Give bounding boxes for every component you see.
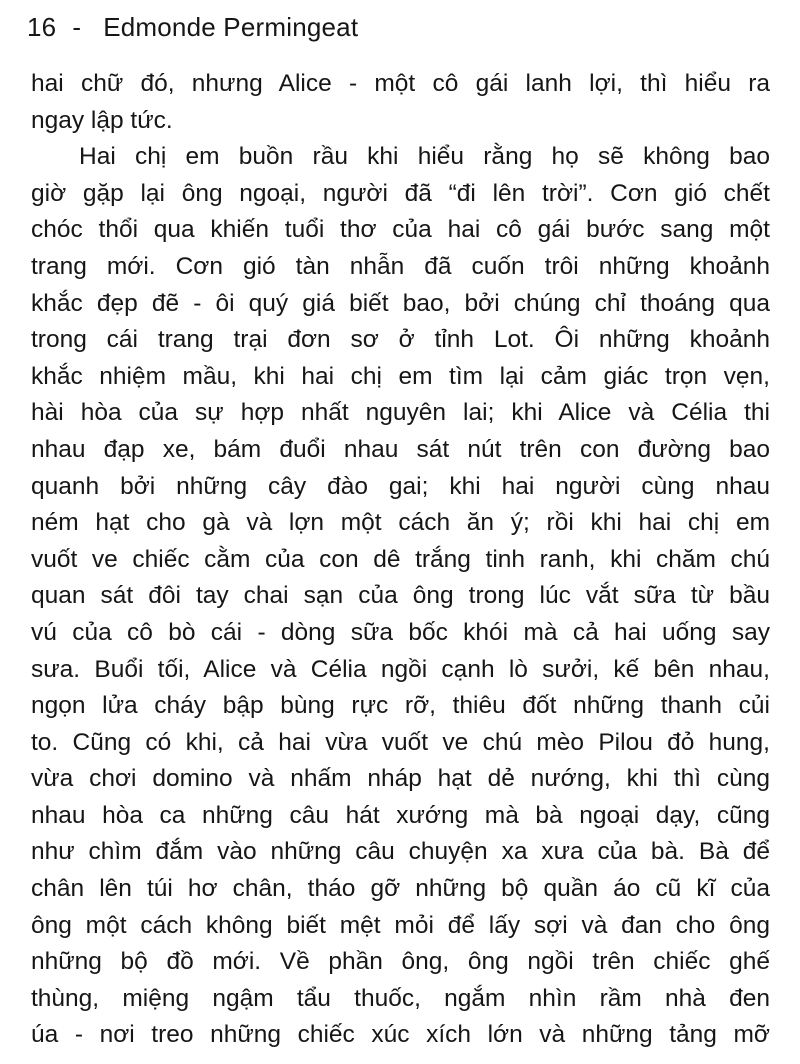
text-line: như chìm đắm vào những câu chuyện xa xưa của bà. Bà để bbox=[31, 838, 770, 866]
text-line: úa - nơi treo những chiếc xúc xích lớn và những tảng mỡ bbox=[31, 1021, 770, 1049]
text-line: nhau hòa ca những câu hát xướng mà bà ngoại dạy, cũng bbox=[31, 801, 770, 829]
text-line: chân lên túi hơ chân, tháo gỡ những bộ quần áo cũ kĩ của bbox=[31, 875, 770, 903]
text-line: chóc thổi qua khiến tuổi thơ của hai cô gái bước sang một bbox=[31, 216, 770, 244]
text-line: ông một cách không biết mệt mỏi để lấy sợi và đan cho ông bbox=[31, 911, 770, 939]
text-line: nhau đạp xe, bám đuổi nhau sát nút trên con đường bao bbox=[31, 435, 770, 463]
running-header bbox=[27, 10, 358, 44]
text-line: hài hòa của sự hợp nhất nguyên lai; khi Alice và Célia thi bbox=[31, 399, 770, 427]
text-line: vừa chơi domino và nhấm nháp hạt dẻ nướng, khi thì cùng bbox=[31, 765, 770, 793]
text-line: khắc đẹp đẽ - ôi quý giá biết bao, bởi chúng chỉ thoáng qua bbox=[31, 289, 770, 317]
text-line: thùng, miệng ngậm tẩu thuốc, ngắm nhìn rầm nhà đen bbox=[31, 984, 770, 1012]
text-line: vú của cô bò cái - dòng sữa bốc khói mà cả hai uống say bbox=[31, 618, 770, 646]
author-name: Edmonde Permingeat bbox=[103, 12, 359, 42]
text-line: khắc nhiệm mầu, khi hai chị em tìm lại cảm giác trọn vẹn, bbox=[31, 362, 770, 390]
text-line: trong cái trang trại đơn sơ ở tỉnh Lot. Ôi những khoảnh bbox=[31, 326, 770, 354]
text-line: Hai chị em buồn rầu khi hiểu rằng họ sẽ không bao bbox=[79, 143, 770, 171]
text-line: ngọn lửa cháy bập bùng rực rỡ, thiêu đốt những thanh củi bbox=[31, 692, 770, 720]
text-line: những bộ đồ mới. Về phần ông, ông ngồi trên chiếc ghế bbox=[31, 948, 770, 976]
text-line: sưa. Buổi tối, Alice và Célia ngồi cạnh lò sưởi, kế bên nhau, bbox=[31, 655, 770, 683]
page-body bbox=[31, 66, 770, 1054]
text-line: vuốt ve chiếc cằm của con dê trắng tinh ranh, khi chăm chú bbox=[31, 545, 770, 573]
header-separator: - bbox=[72, 12, 82, 42]
text-line: quan sát đôi tay chai sạn của ông trong lúc vắt sữa từ bầu bbox=[31, 582, 770, 610]
page-number: 16 bbox=[27, 12, 57, 42]
text-line: ném hạt cho gà và lợn một cách ăn ý; rồi khi hai chị em bbox=[31, 509, 770, 537]
text-line: trang mới. Cơn gió tàn nhẫn đã cuốn trôi những khoảnh bbox=[31, 252, 770, 280]
text-line: giờ gặp lại ông ngoại, người đã “đi lên trời”. Cơn gió chết bbox=[31, 179, 770, 207]
text-line: to. Cũng có khi, cả hai vừa vuốt ve chú mèo Pilou đỏ hung, bbox=[31, 728, 770, 756]
text-line: quanh bởi những cây đào gai; khi hai người cùng nhau bbox=[31, 472, 770, 500]
text-line: ngay lập tức. bbox=[31, 106, 173, 134]
text-line: hai chữ đó, nhưng Alice - một cô gái lanh lợi, thì hiểu ra bbox=[31, 70, 770, 97]
